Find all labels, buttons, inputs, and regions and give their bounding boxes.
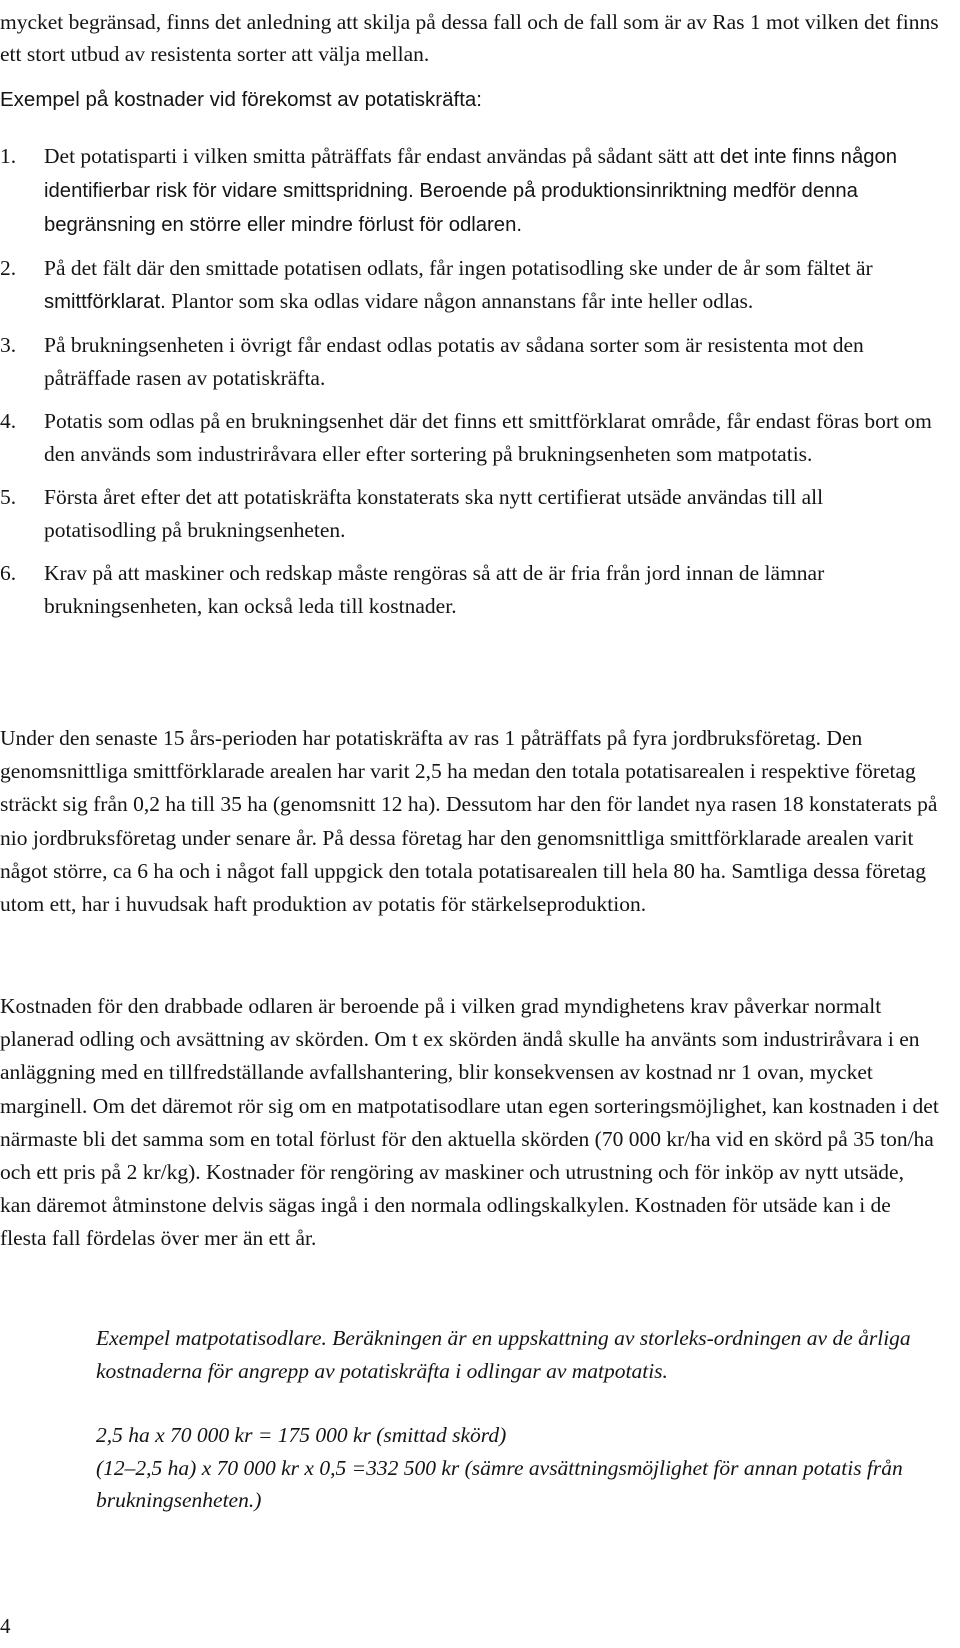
list-item-text: smittförklarat. (44, 291, 166, 313)
list-item-number: 2. (0, 256, 17, 280)
list-item-number: 3. (0, 333, 17, 357)
example-calculation (96, 1322, 946, 1517)
list-item-text: Potatis som odlas på en brukningsenhet där det finns ett smittförklarat område, får endast föras bort om den används som industriråvara eller efter sortering på brukningsenheten som matpotatis. (44, 409, 932, 466)
list-item (0, 140, 940, 242)
list-item (0, 252, 940, 319)
list-item (0, 405, 940, 471)
list-item (0, 557, 940, 623)
example-intro: Exempel matpotatisodlare. Beräkningen är en uppskattning av storleks-ordningen av de årliga kostnaderna för angrepp av potatiskräfta i odlingar av matpotatis. (96, 1326, 911, 1383)
page-number: 4 (0, 1614, 11, 1638)
list-item-text: Krav på att maskiner och redskap måste rengöras så att de är fria från jord innan de lämnar brukningsenheten, kan också leda till kostnader. (44, 561, 825, 618)
list-item-number: 5. (0, 485, 17, 509)
list-item-text: det inte finns någon identifierbar risk för vidare smittspridning. Beroende på produktionsinriktning medför denna begränsning en större eller mindre förlust för odlaren. (44, 146, 898, 236)
cost-list (0, 140, 940, 633)
cost-paragraph: Kostnaden för den drabbade odlaren är beroende på i vilken grad myndighetens krav påverkar normalt planerad odling och avsättning av skörden. Om t ex skörden ändå skulle ha använts som industriråvara i en anläggning med en tillfredställande avfallshantering, blir konsekvensen av kostnad nr 1 ovan, mycket marginell. Om det däremot rör sig om en matpotatisodlare utan egen sorteringsmöjlighet, kan kostnaden i det närmaste bli det samma som en total förlust för den aktuella skörden (70 000 kr/ha vid en skörd på 35 ton/ha och ett pris på 2 kr/kg). Kostnader för rengöring av maskiner och utrustning och för inköp av nytt utsäde, kan däremot åtminstone delvis sägas ingå i den normala odlingskalkylen. Kostnaden för utsäde kan i de flesta fall fördelas över mer än ett år. (0, 994, 939, 1251)
list-item (0, 329, 940, 395)
list-item-number: 1. (0, 144, 17, 168)
list-item (0, 481, 940, 547)
list-item-text: Första året efter det att potatiskräfta konstaterats ska nytt certifierat utsäde användas till all potatisodling på brukningsenheten. (44, 485, 824, 542)
history-paragraph: Under den senaste 15 års-perioden har potatiskräfta av ras 1 påträffats på fyra jordbruksföretag. Den genomsnittliga smittförklarade arealen har varit 2,5 ha medan den totala potatisarealen i respektive företag sträckt sig från 0,2 ha till 35 ha (genomsnitt 12 ha). Dessutom har den för landet nya rasen 18 konstaterats på nio jordbruksföretag under senare år. På dessa företag har den genomsnittliga smittförklarade arealen varit något större, ca 6 ha och i något fall uppgick den totala potatisarealen till hela 80 ha. Samtliga dessa företag utom ett, har i huvudsak haft produktion av potatis för stärkelseproduktion. (0, 726, 938, 917)
example-heading: Exempel på kostnader vid förekomst av potatiskräfta: (0, 88, 482, 111)
list-item-number: 4. (0, 409, 17, 433)
calc-line: 2,5 ha x 70 000 kr = 175 000 kr (smittad skörd) (96, 1423, 507, 1447)
intro-paragraph: mycket begränsad, finns det anledning att skilja på dessa fall och de fall som är av Ras 1 mot vilken det finns ett stort utbud av resistenta sorter att välja mellan. (0, 10, 939, 66)
list-item-text: På det fält där den smittade potatisen odlats, får ingen potatisodling ske under de år som fältet är (44, 256, 873, 280)
list-item-text: Plantor som ska odlas vidare någon annanstans får inte heller odlas. (165, 289, 754, 313)
calc-line: (12–2,5 ha) x 70 000 kr x 0,5 =332 500 kr (sämre avsättningsmöjlighet för annan potatis från brukningsenheten.) (96, 1455, 903, 1512)
list-item-text: Det potatisparti i vilken smitta påträffats får endast användas på sådant sätt att (44, 144, 721, 168)
list-item-number: 6. (0, 561, 17, 585)
list-item-text: På brukningsenheten i övrigt får endast odlas potatis av sådana sorter som är resistenta mot den påträffade rasen av potatiskräfta. (44, 333, 864, 390)
